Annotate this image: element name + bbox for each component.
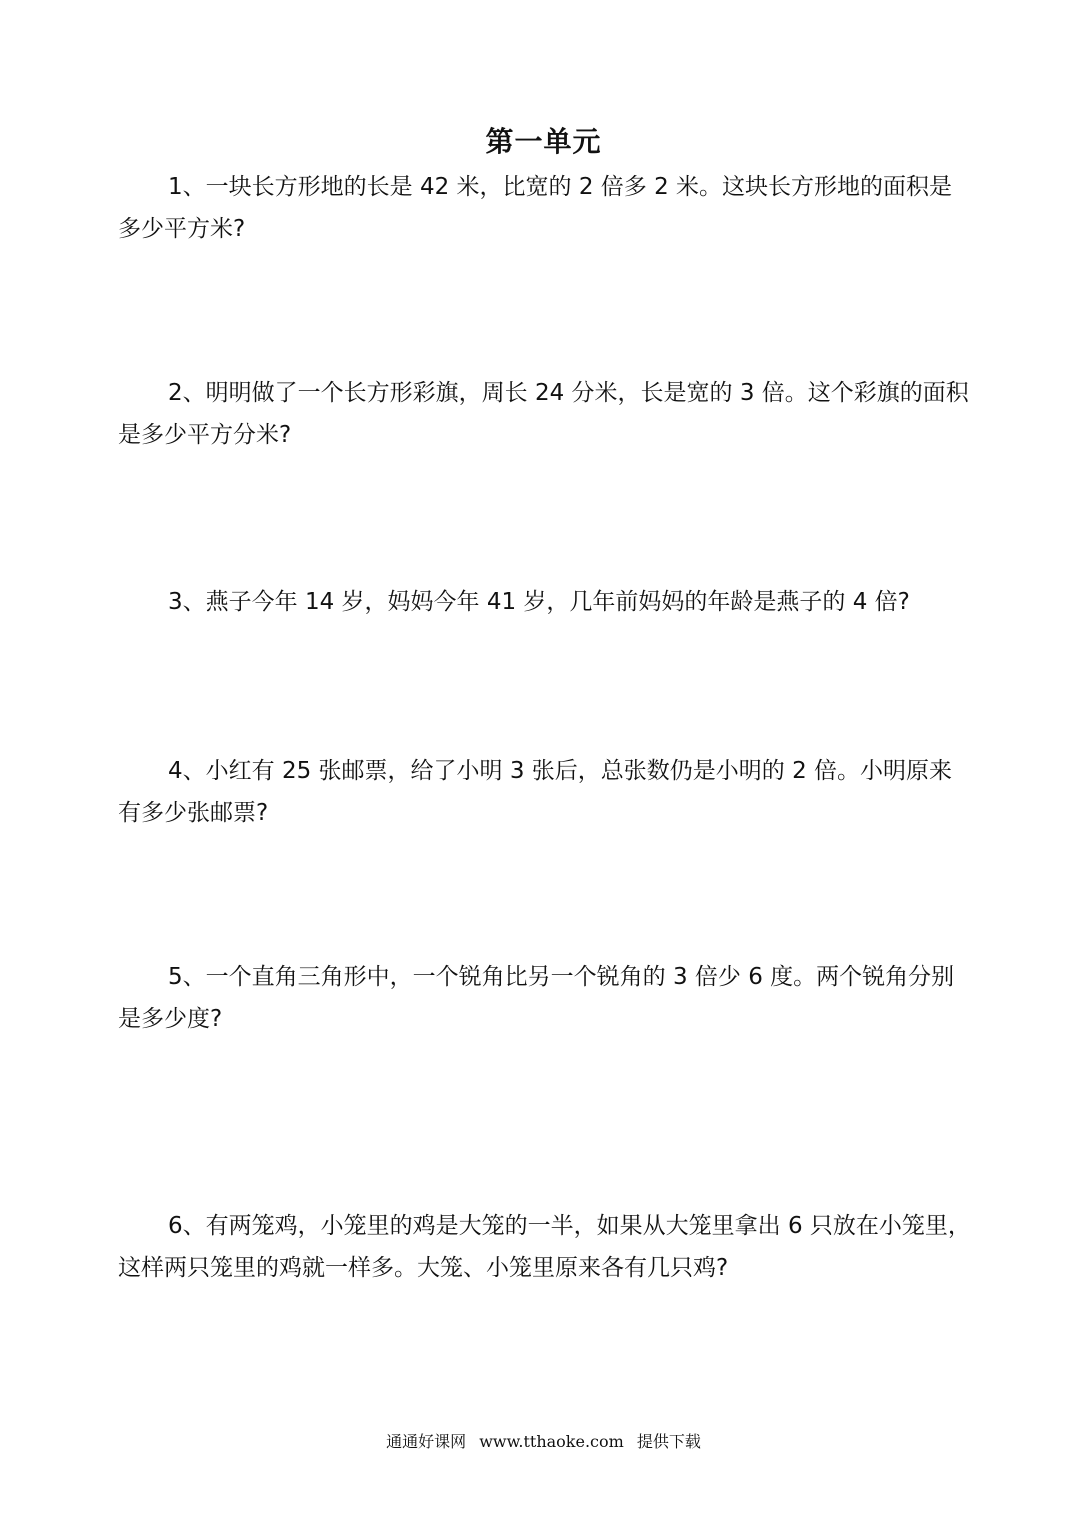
question-3: 3、燕子今年 14 岁，妈妈今年 41 岁，几年前妈妈的年龄是燕子的 4 倍? — [168, 589, 910, 615]
question-2: 2、明明做了一个长方形彩旗，周长 24 分米，长是宽的 3 倍。这个彩旗的面积是多少平方分米? — [118, 380, 969, 448]
question-6: 6、有两笼鸡，小笼里的鸡是大笼的一半，如果从大笼里拿出 6 只放在小笼里，这样两只笼里的鸡就一样多。大笼、小笼里原来各有几只鸡? — [118, 1213, 971, 1281]
footer-url[interactable]: www.tthaoke.com — [479, 1432, 624, 1451]
question-1: 1、一块长方形地的长是 42 米，比宽的 2 倍多 2 米。这块长方形地的面积是多少平方米? — [118, 174, 953, 242]
page-title: 第一单元 — [485, 125, 602, 158]
footer-site-name: 通通好课网 — [386, 1432, 467, 1451]
question-4: 4、小红有 25 张邮票，给了小明 3 张后，总张数仍是小明的 2 倍。小明原来有多少张邮票? — [118, 758, 953, 826]
page-footer — [0, 1428, 1087, 1456]
question-5: 5、一个直角三角形中，一个锐角比另一个锐角的 3 倍少 6 度。两个锐角分别是多少度? — [118, 964, 955, 1032]
footer-suffix: 提供下载 — [636, 1432, 701, 1451]
